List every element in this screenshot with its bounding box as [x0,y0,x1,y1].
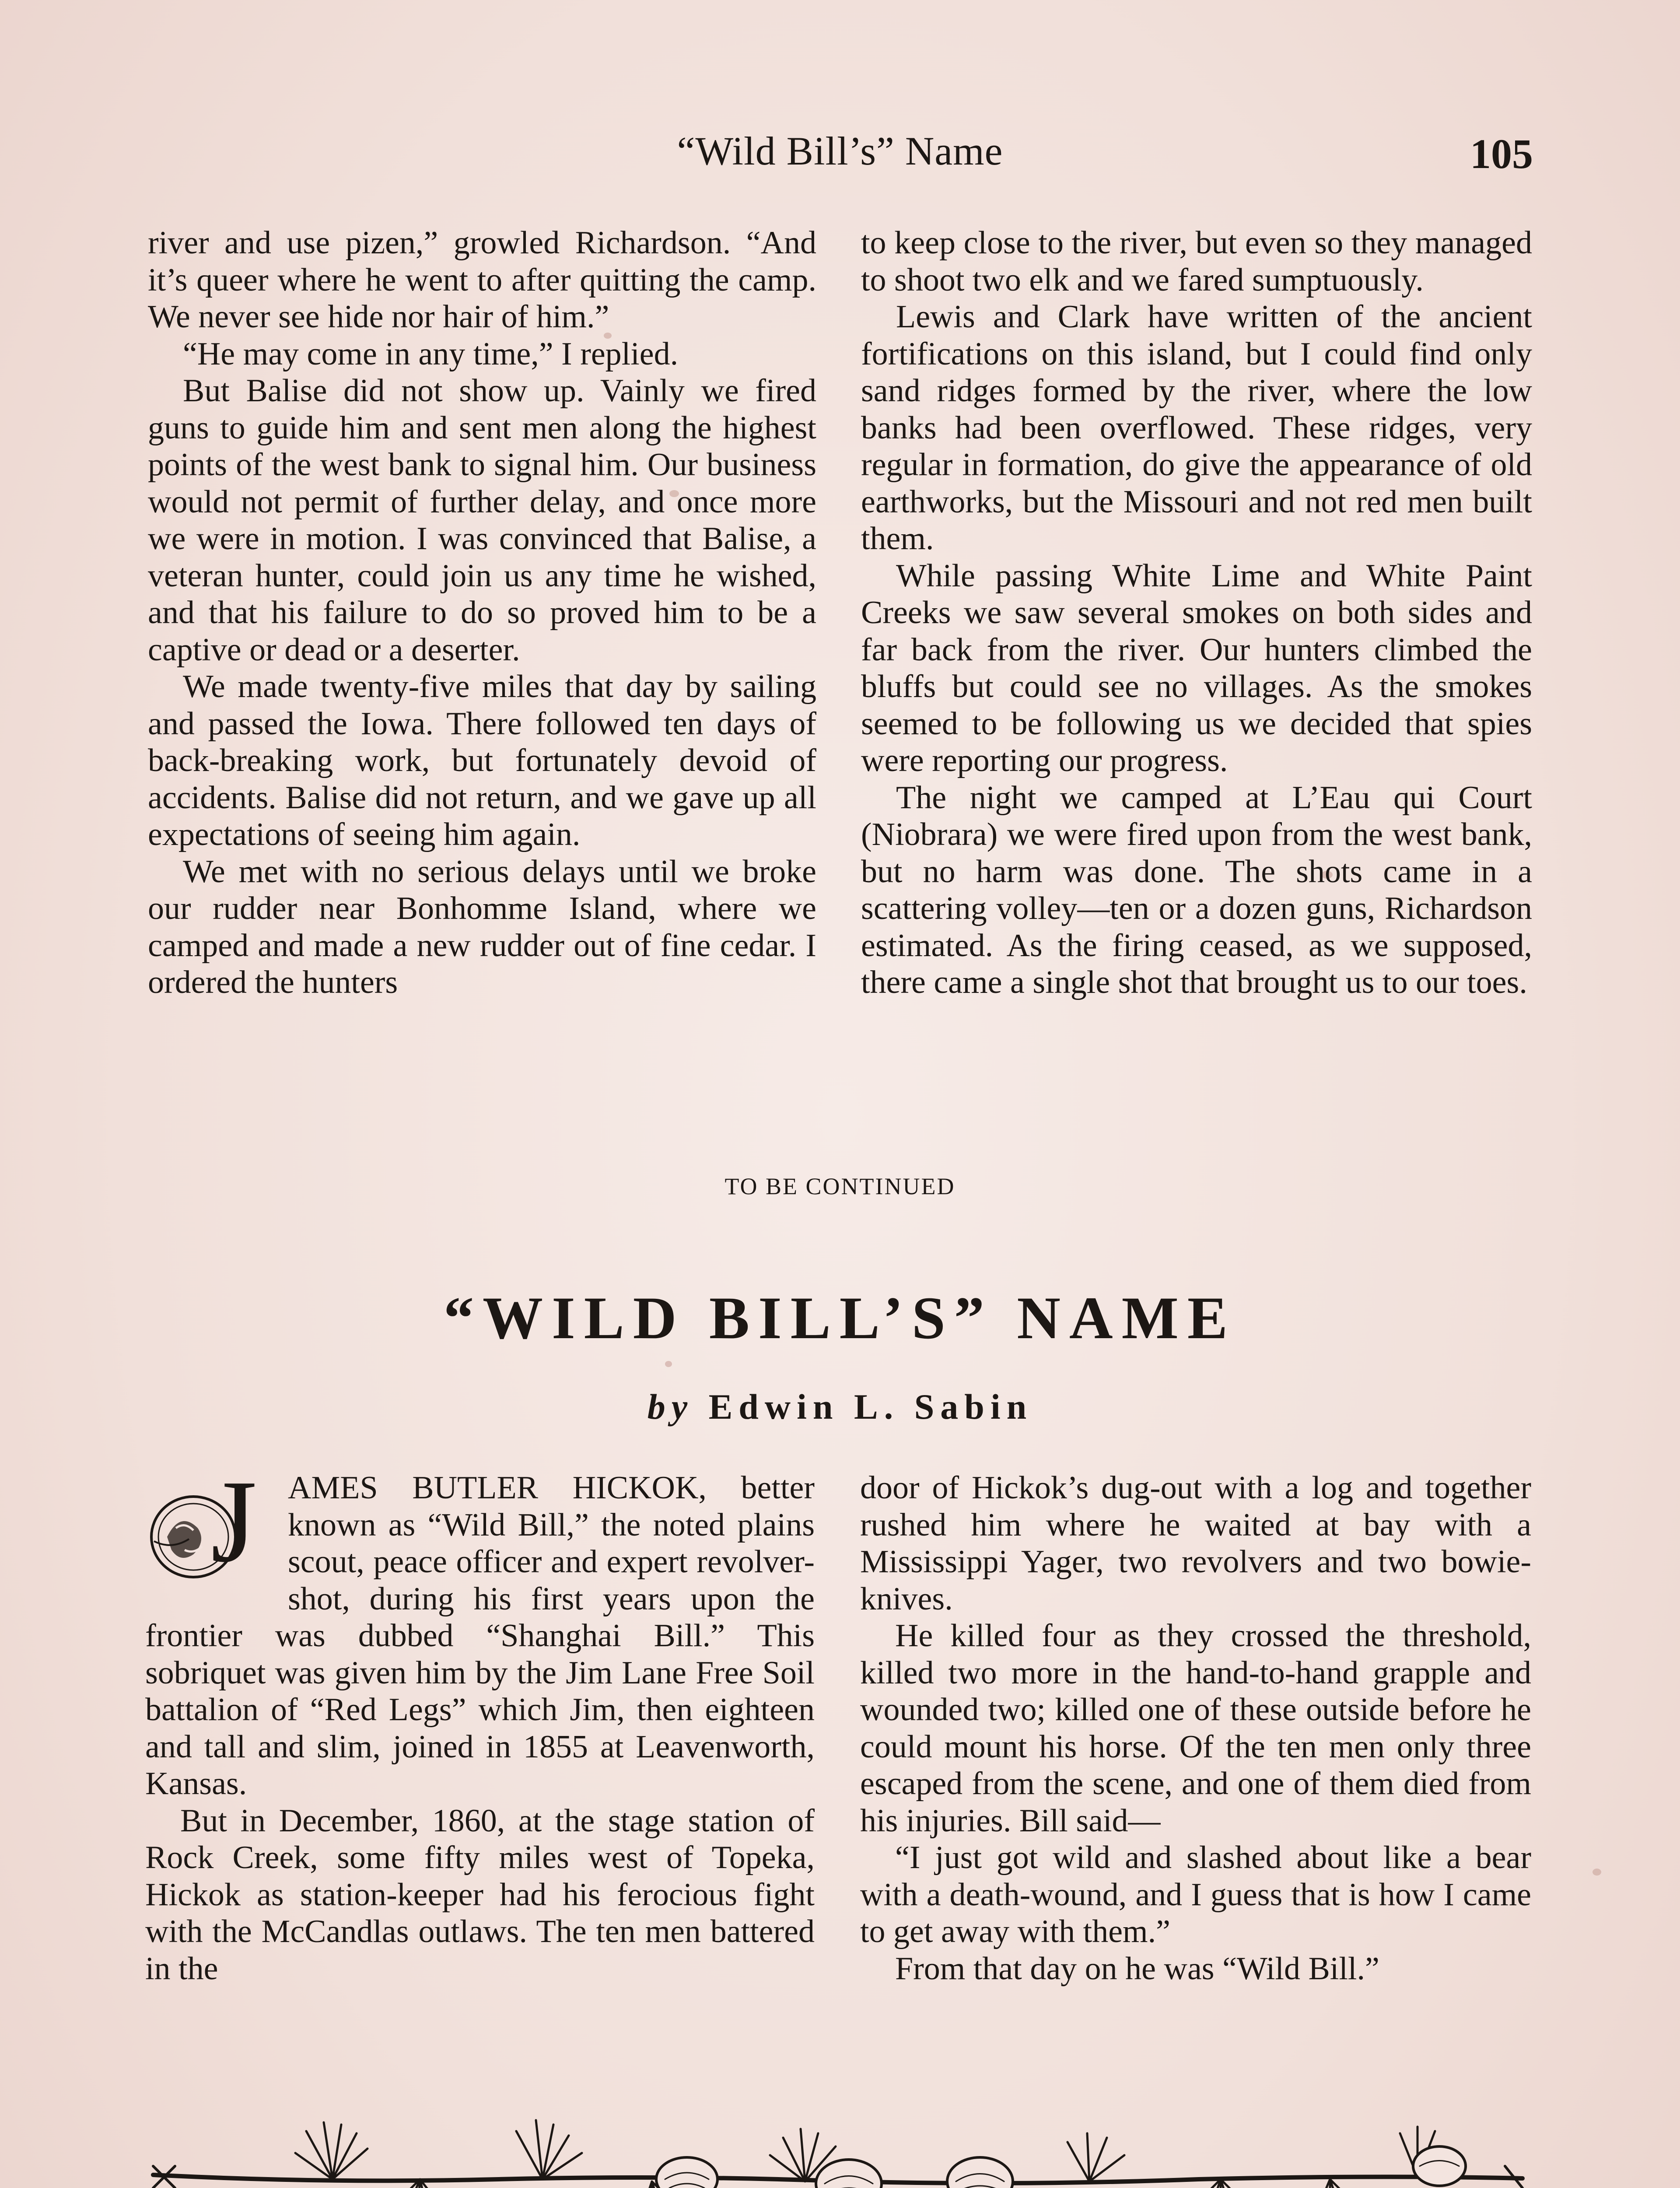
continued-story-right-column [861,224,1532,1001]
byline-prefix: by [647,1387,694,1427]
article-right-column [860,1469,1531,1987]
paper-speck [1592,1869,1601,1876]
drop-cap-letter: J [211,1456,257,1587]
paragraph: While passing White Lime and White Paint Creeks we saw several smokes on both sides and far back from the river. Our hunters climbed the bluffs but could see no villages. As the smokes seemed to be following us we decided that spies were reporting our progress. [861,558,1532,778]
author-name: Edwin L. Sabin [708,1387,1033,1427]
paragraph: But Balise did not show up. Vainly we fired guns to guide him and sent men along the highest points of the west bank to signal him. Our business would not permit of further delay, and once more we were in motion. I was convinced that Balise, a veteran hunter, could join us any time he wished, and that his failure to do so proved him to be a captive or dead or a deserter. [148,373,816,668]
paragraph: Lewis and Clark have written of the ancient fortifications on this island, but I could find only sand ridges formed by the river, where the low banks had been overflowed. These ridges, very regular in formation, do give the appearance of old earthworks, but the Missouri and not red men built them. [861,299,1532,557]
paragraph: river and use pizen,” growled Richardson. “And it’s queer where he went to after quitting the camp. We never see hide nor hair of him.” [148,225,816,335]
paragraph: “He may come in any time,” I replied. [183,336,679,372]
paragraph: to keep close to the river, but even so they managed to shoot two elk and we fared sumptuously. [861,225,1532,298]
paper-speck [665,1361,672,1367]
paragraph: We met with no serious delays until we broke our rudder near Bonhomme Island, where we camped and made a new rudder out of fine cedar. I ordered the hunters [148,853,816,1000]
paragraph: AMES BUTLER HICKOK, better known as “Wild Bill,” the noted plains scout, peace officer and expert revolver-shot, during his first years upon the frontier was dubbed “Shanghai Bill.” This sobriquet was given him by the Jim Lane Free Soil battalion of “Red Legs” which Jim, then eighteen and tall and slim, joined in 1855 at Leavenworth, Kansas. [145,1470,815,1802]
to-be-continued-note: TO BE CONTINUED [724,1173,956,1199]
drop-cap [145,1456,280,1587]
paragraph: The night we camped at L’Eau qui Court (Niobrara) we were fired upon from the west bank, but no harm was done. The shots came in a scattering volley—ten or a dozen guns, Richardson estimated. As the firing ceased, as we supposed, there came a single shot that brought us to our toes. [861,779,1532,1000]
byline [0,1386,1680,1427]
larch-branch-ornament-icon [149,2100,1527,2188]
paragraph: We made twenty-five miles that day by sailing and passed the Iowa. There followed ten days of back-breaking work, but fortunately devoid of accidents. Balise did not return, and we gave up all expectations of seeing him again. [148,669,816,852]
continued-story-left-column [148,224,816,1001]
article-left-column [145,1456,815,1987]
paragraph: But in December, 1860, at the stage station of Rock Creek, some fifty miles west of Topeka, Hickok as station-keeper had his ferocious fight with the McCandlas outlaws. The ten men battered in the [145,1802,815,1987]
paragraph: From that day on he was “Wild Bill.” [895,1950,1379,1987]
article-title: “WILD BILL’S” NAME [444,1284,1236,1351]
paragraph: He killed four as they crossed the threshold, killed two more in the hand-to-hand grapple and wounded two; killed one of these outside before he could mount his horse. Of the ten men only three escaped from the scene, and one of them died from his injuries. Bill said— [860,1618,1531,1839]
running-title: “Wild Bill’s” Name [677,129,1003,173]
page-number: 105 [1470,130,1533,177]
paragraph: door of Hickok’s dug-out with a log and together rushed him where he waited at bay with a Mississippi Yager, two revolvers and two bowie-knives. [860,1470,1531,1617]
paragraph: “I just got wild and slashed about like a bear with a death-wound, and I guess that is how I came to get away with them.” [860,1840,1531,1950]
